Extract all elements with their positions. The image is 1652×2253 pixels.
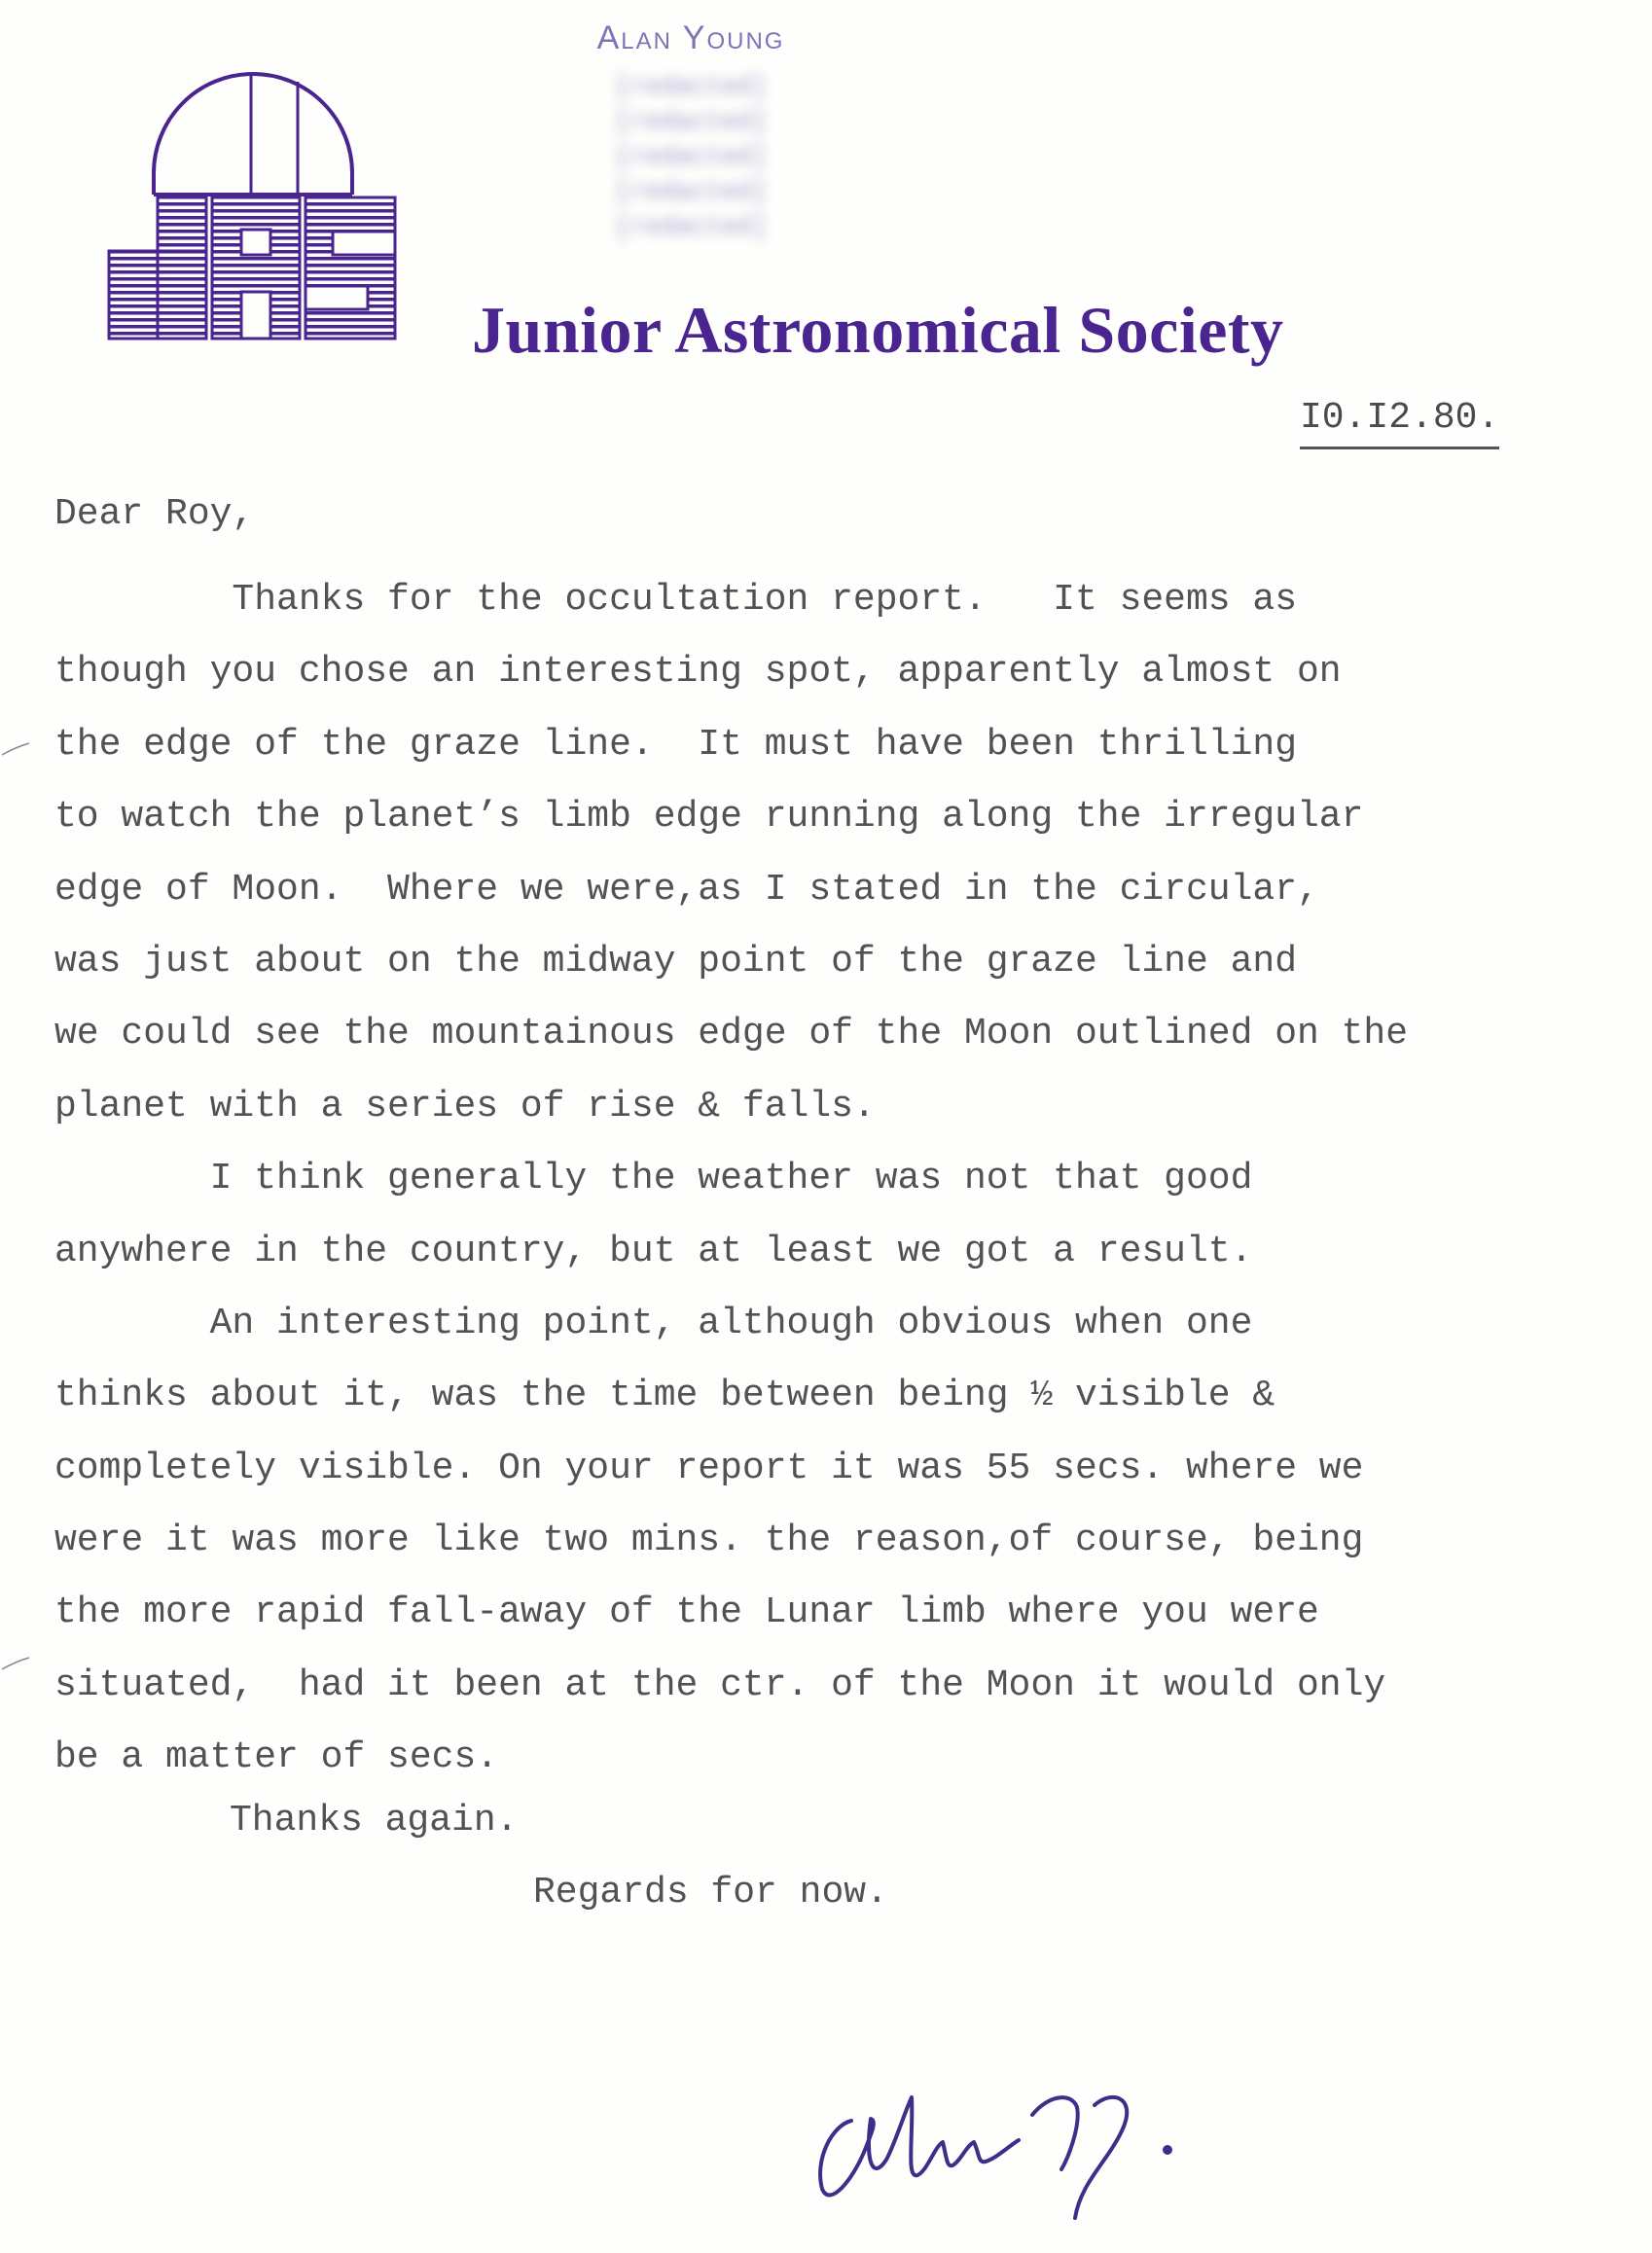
letter-date: I0.I2.80. [1300, 397, 1499, 449]
address-line: [redacted] [614, 142, 768, 171]
closing-thanks: Thanks again. [230, 1800, 519, 1842]
address-line: [redacted] [614, 212, 768, 241]
sender-block [516, 19, 866, 244]
paper-mark [2, 739, 31, 759]
paper-mark [2, 1654, 31, 1673]
body-line: was just about on the midway point of the graze line and [54, 940, 1298, 983]
body-line: were it was more like two mins. the reason,of course, being [54, 1520, 1364, 1562]
body-line: thinks about it, was the time between being ½ visible & [54, 1375, 1275, 1417]
body-line: the more rapid fall-away of the Lunar limb where you were [54, 1591, 1319, 1634]
body-line: to watch the planet’s limb edge running along the irregular [54, 796, 1364, 839]
closing-regards: Regards for now. [533, 1872, 888, 1913]
address-line: [redacted] [614, 107, 768, 136]
body-line: planet with a series of rise & falls. [54, 1085, 876, 1127]
body-line: completely visible. On your report it was 55 secs. where we [54, 1447, 1364, 1489]
address-line: [redacted] [614, 72, 768, 101]
body-line: though you chose an interesting spot, apparently almost on [54, 651, 1342, 694]
body-line: the edge of the graze line. It must have been thrilling [54, 723, 1298, 766]
body-line: anywhere in the country, but at least we got a result. [54, 1230, 1253, 1272]
body-line: be a matter of secs. [54, 1736, 499, 1779]
society-logo-icon [107, 66, 399, 348]
body-line: An interesting point, although obvious when one [54, 1302, 1253, 1344]
sender-name: Alan Young [596, 19, 785, 56]
body-line: we could see the mountainous edge of the Moon outlined on the [54, 1013, 1409, 1055]
organization-name: Junior Astronomical Society [472, 293, 1284, 367]
salutation: Dear Roy, [54, 493, 255, 535]
body-line: situated, had it been at the ctr. of the Moon it would only [54, 1663, 1386, 1706]
letter-body [54, 564, 1611, 1795]
body-line: I think generally the weather was not that good [54, 1158, 1253, 1200]
body-line: edge of Moon. Where we were,as I stated in the circular, [54, 868, 1319, 911]
sender-address [516, 69, 866, 244]
address-line: [redacted] [614, 177, 768, 206]
body-line: Thanks for the occultation report. It seems as [54, 579, 1298, 621]
handwritten-signature [793, 2053, 1338, 2228]
